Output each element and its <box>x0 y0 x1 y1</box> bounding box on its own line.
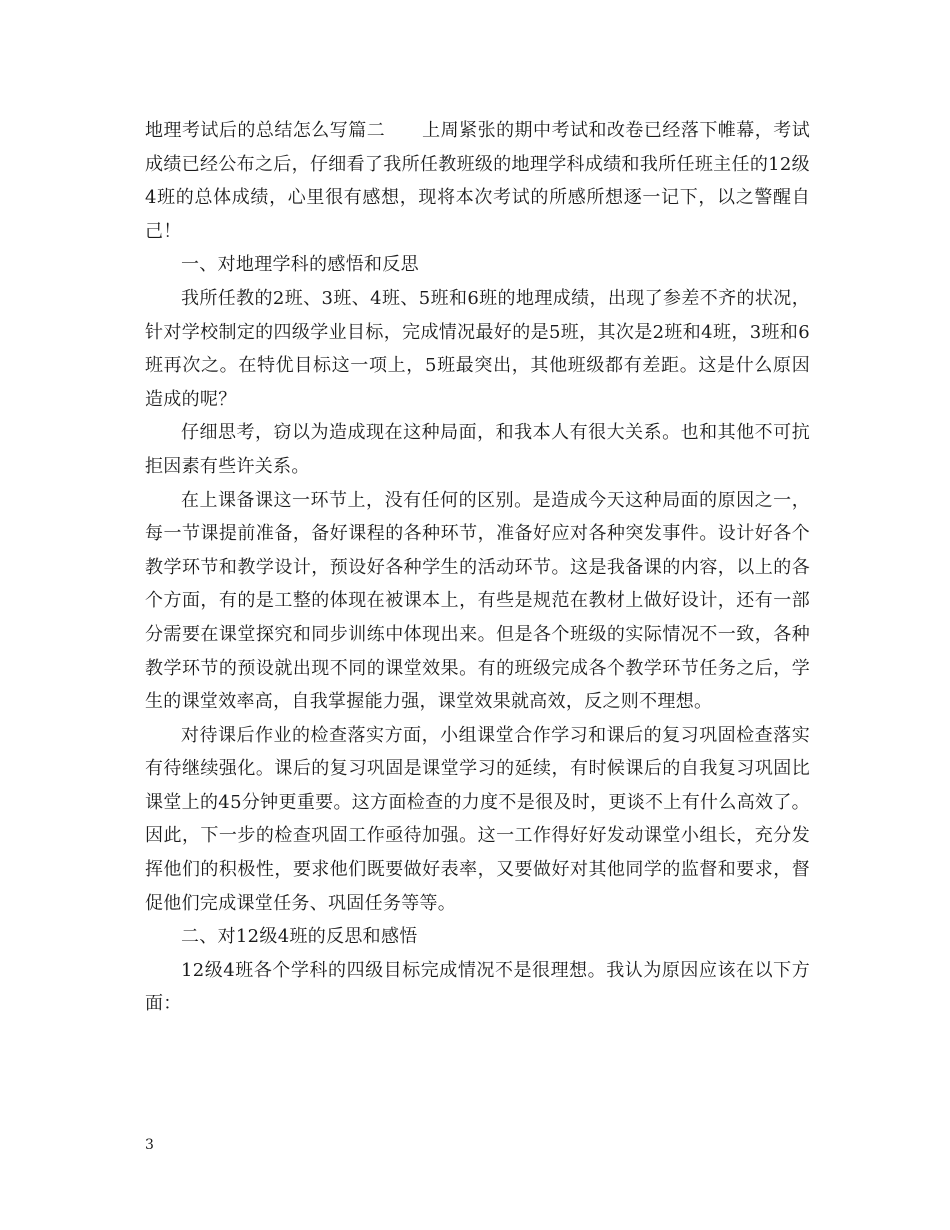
page-number: 3 <box>145 1137 154 1153</box>
paragraph-reflection: 仔细思考，窃以为造成现在这种局面，和我本人有很大关系。也和其他不可抗拒因素有些许关系。 <box>145 422 810 477</box>
paragraph-lesson-prep: 在上课备课这一环节上，没有任何的区别。是造成今天这种局面的原因之一，每一节课提前准备，备好课程的各种环节，准备好应对各种突发事件。设计好各个教学环节和教学设计，预设好各种学生的活动环节。这是我备课的内容，以上的各个方面，有的是工整的体现在被课本上，有些是规范在教材上做好设计，还有一部分需要在课堂探究和同步训练中体现出来。但是各个班级的实际情况不一致，各种教学环节的预设就出现不同的课堂效果。有的班级完成各个教学环节任务之后，学生的课堂效率高，自我掌握能力强，课堂效果就高效，反之则不理想。 <box>145 489 810 713</box>
intro-paragraph: 地理考试后的总结怎么写篇二 上周紧张的期中考试和改卷已经落下帷幕，考试成绩已经公布之后，仔细看了我所任教班级的地理学科成绩和我所任班主任的12级4班的总体成绩，心里很有感想，现将本次考试的所感所想逐一记下，以之警醒自己！ <box>145 120 810 242</box>
section-heading-geography: 一、对地理学科的感悟和反思 <box>181 254 419 276</box>
document-body <box>145 114 810 1021</box>
section-heading-class-4: 二、对12级4班的反思和感悟 <box>181 926 418 948</box>
paragraph-homework-check: 对待课后作业的检查落实方面，小组课堂合作学习和课后的复习巩固检查落实有待继续强化。课后的复习巩固是课堂学习的延续，有时候课后的自我复习巩固比课堂上的45分钟更重要。这方面检查的力度不是很及时，更谈不上有什么高效了。因此，下一步的检查巩固工作亟待加强。这一工作得好好发动课堂小组长，充分发挥他们的积极性，要求他们既要做好表率，又要做好对其他同学的监督和要求，督促他们完成课堂任务、巩固任务等等。 <box>145 724 810 914</box>
paragraph-class-results: 我所任教的2班、3班、4班、5班和6班的地理成绩，出现了参差不齐的状况，针对学校制定的四级学业目标，完成情况最好的是5班，其次是2班和4班，3班和6班再次之。在特优目标这一项上，5班最突出，其他班级都有差距。这是什么原因造成的呢？ <box>145 287 810 410</box>
paragraph-class-4-goals: 12级4班各个学科的四级目标完成情况不是很理想。我认为原因应该在以下方面： <box>145 959 810 1015</box>
